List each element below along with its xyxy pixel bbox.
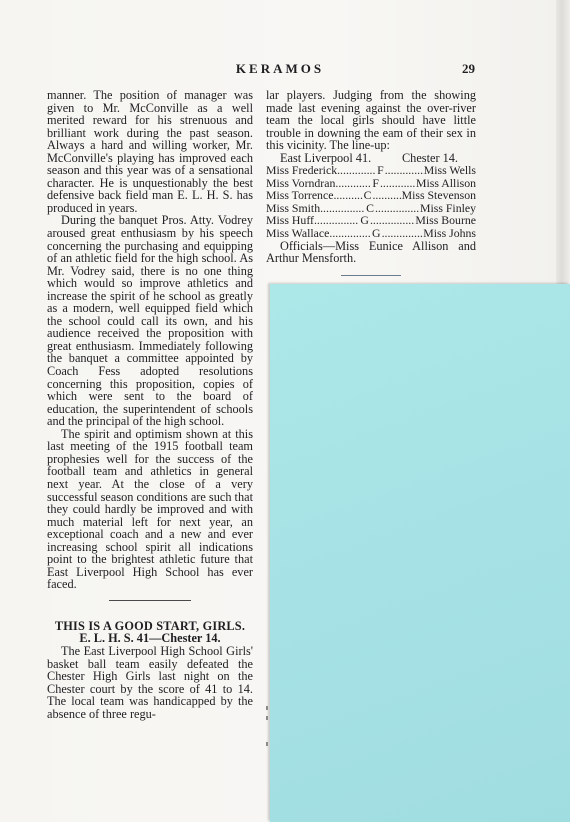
article-subheadline: E. L. H. S. 41—Chester 14. (79, 631, 221, 646)
officials-line: Officials—Miss Eunice Allison and Arthur Mensforth. (266, 238, 476, 266)
lineup-home-player: Miss Huff (266, 213, 314, 228)
lineup-home-player: Miss Vorndran (266, 175, 336, 190)
lineup-position: F (377, 163, 384, 178)
right-column (266, 89, 476, 276)
lineup-position: C (366, 200, 374, 215)
lineup-position: C (363, 188, 372, 203)
lineup-away-player: Miss Allison (416, 175, 476, 190)
running-title: KERAMOS (235, 61, 325, 76)
paragraph-banquet: During the banquet Pros. Atty. Vodrey aroused great enthusiasm by his speech concerning the purchasing and equipping of an athletic field for the high school. As Mr. Vodrey said, there is no one thing which would so improve athletics and increase the spirit of he school as greatly as a modern, well equipped field which the school could call its own, and his audience received the proposition with great enthusiasm. Immediately following the banquet a committee appointed by Coach Fess adopted resolutions concerning this proposition, copies of which were sent to the board of education, the superintendent of schools and the principal of the high school. (47, 213, 253, 429)
lineup-leader-dots (337, 164, 376, 177)
lineup-leader-dots (333, 189, 362, 202)
blue-paper-sheet (270, 284, 570, 822)
article-paragraph: The East Liverpool High School Girls' basket ball team easily defeated the Chester High Girls last night on the Chester court by the score of 41 to 14. The local team was handicapped by the absence of three regu- (47, 643, 253, 721)
lineup-home-player: Miss Wallace (266, 226, 330, 241)
section-divider (341, 275, 401, 276)
lineup-position: G (360, 213, 369, 228)
lineup-home-player: Miss Torrence (266, 188, 334, 203)
margin-mark (266, 742, 268, 746)
lineup-leader-dots (372, 189, 401, 202)
paragraph-continued: lar players. Judging from the showing made last evening against the over-river team the local girls should have little trouble in downing the eam of their sex in this vicinity. The line-up: (266, 88, 476, 153)
section-divider (109, 600, 191, 601)
article-headline: THIS IS A GOOD START, GIRLS. (54, 618, 246, 633)
lineup-away-player: Miss Wells (423, 163, 476, 178)
lineup-leader-dots (320, 202, 365, 215)
lineup-leader-dots (385, 164, 424, 177)
score-away: Chester 14. (401, 150, 458, 165)
paragraph-spirit: The spirit and optimism shown at this last meeting of the 1915 football team prophesies well for the success of the football team and athletics in general next year. At the close of a very successful season conditions are such that they could hardly be improved and with much material left for next year, an exceptional coach and a new and ever increasing school spirit all indications point to the brightest athletic future that East Liverpool High School has ever faced. (47, 426, 253, 592)
margin-mark (266, 716, 268, 720)
lineup-away-player: Miss Stevenson (401, 188, 476, 203)
lineup-leader-dots (382, 227, 424, 240)
lineup-away-player: Miss Bourne (415, 213, 477, 228)
lineup-home-player: Miss Smith (266, 200, 321, 215)
lineup-away-player: Miss Finley (419, 200, 477, 215)
lineup-position: F (372, 175, 379, 190)
left-column (47, 89, 253, 720)
score-home: East Liverpool 41. (280, 150, 372, 165)
margin-mark (266, 706, 268, 710)
lineup-table (266, 164, 476, 239)
lineup-home-player: Miss Frederick (266, 163, 338, 178)
page-number: 29 (462, 61, 475, 76)
paragraph-manager: manner. The position of manager was given to Mr. McConville as a well merited reward for his strenuous and brilliant work during the past season. Always a hard and willing worker, Mr. McConville's playing has improved each season and this year was of a sensational character. He is unquestionably the best defensive back field man E. L. H. S. has produced in years. (47, 88, 253, 215)
lineup-leader-dots (375, 202, 420, 215)
lineup-position: G (372, 226, 381, 241)
lineup-row (266, 164, 476, 177)
lineup-away-player: Miss Johns (423, 226, 476, 241)
lineup-row (266, 227, 476, 240)
lineup-leader-dots (329, 227, 371, 240)
